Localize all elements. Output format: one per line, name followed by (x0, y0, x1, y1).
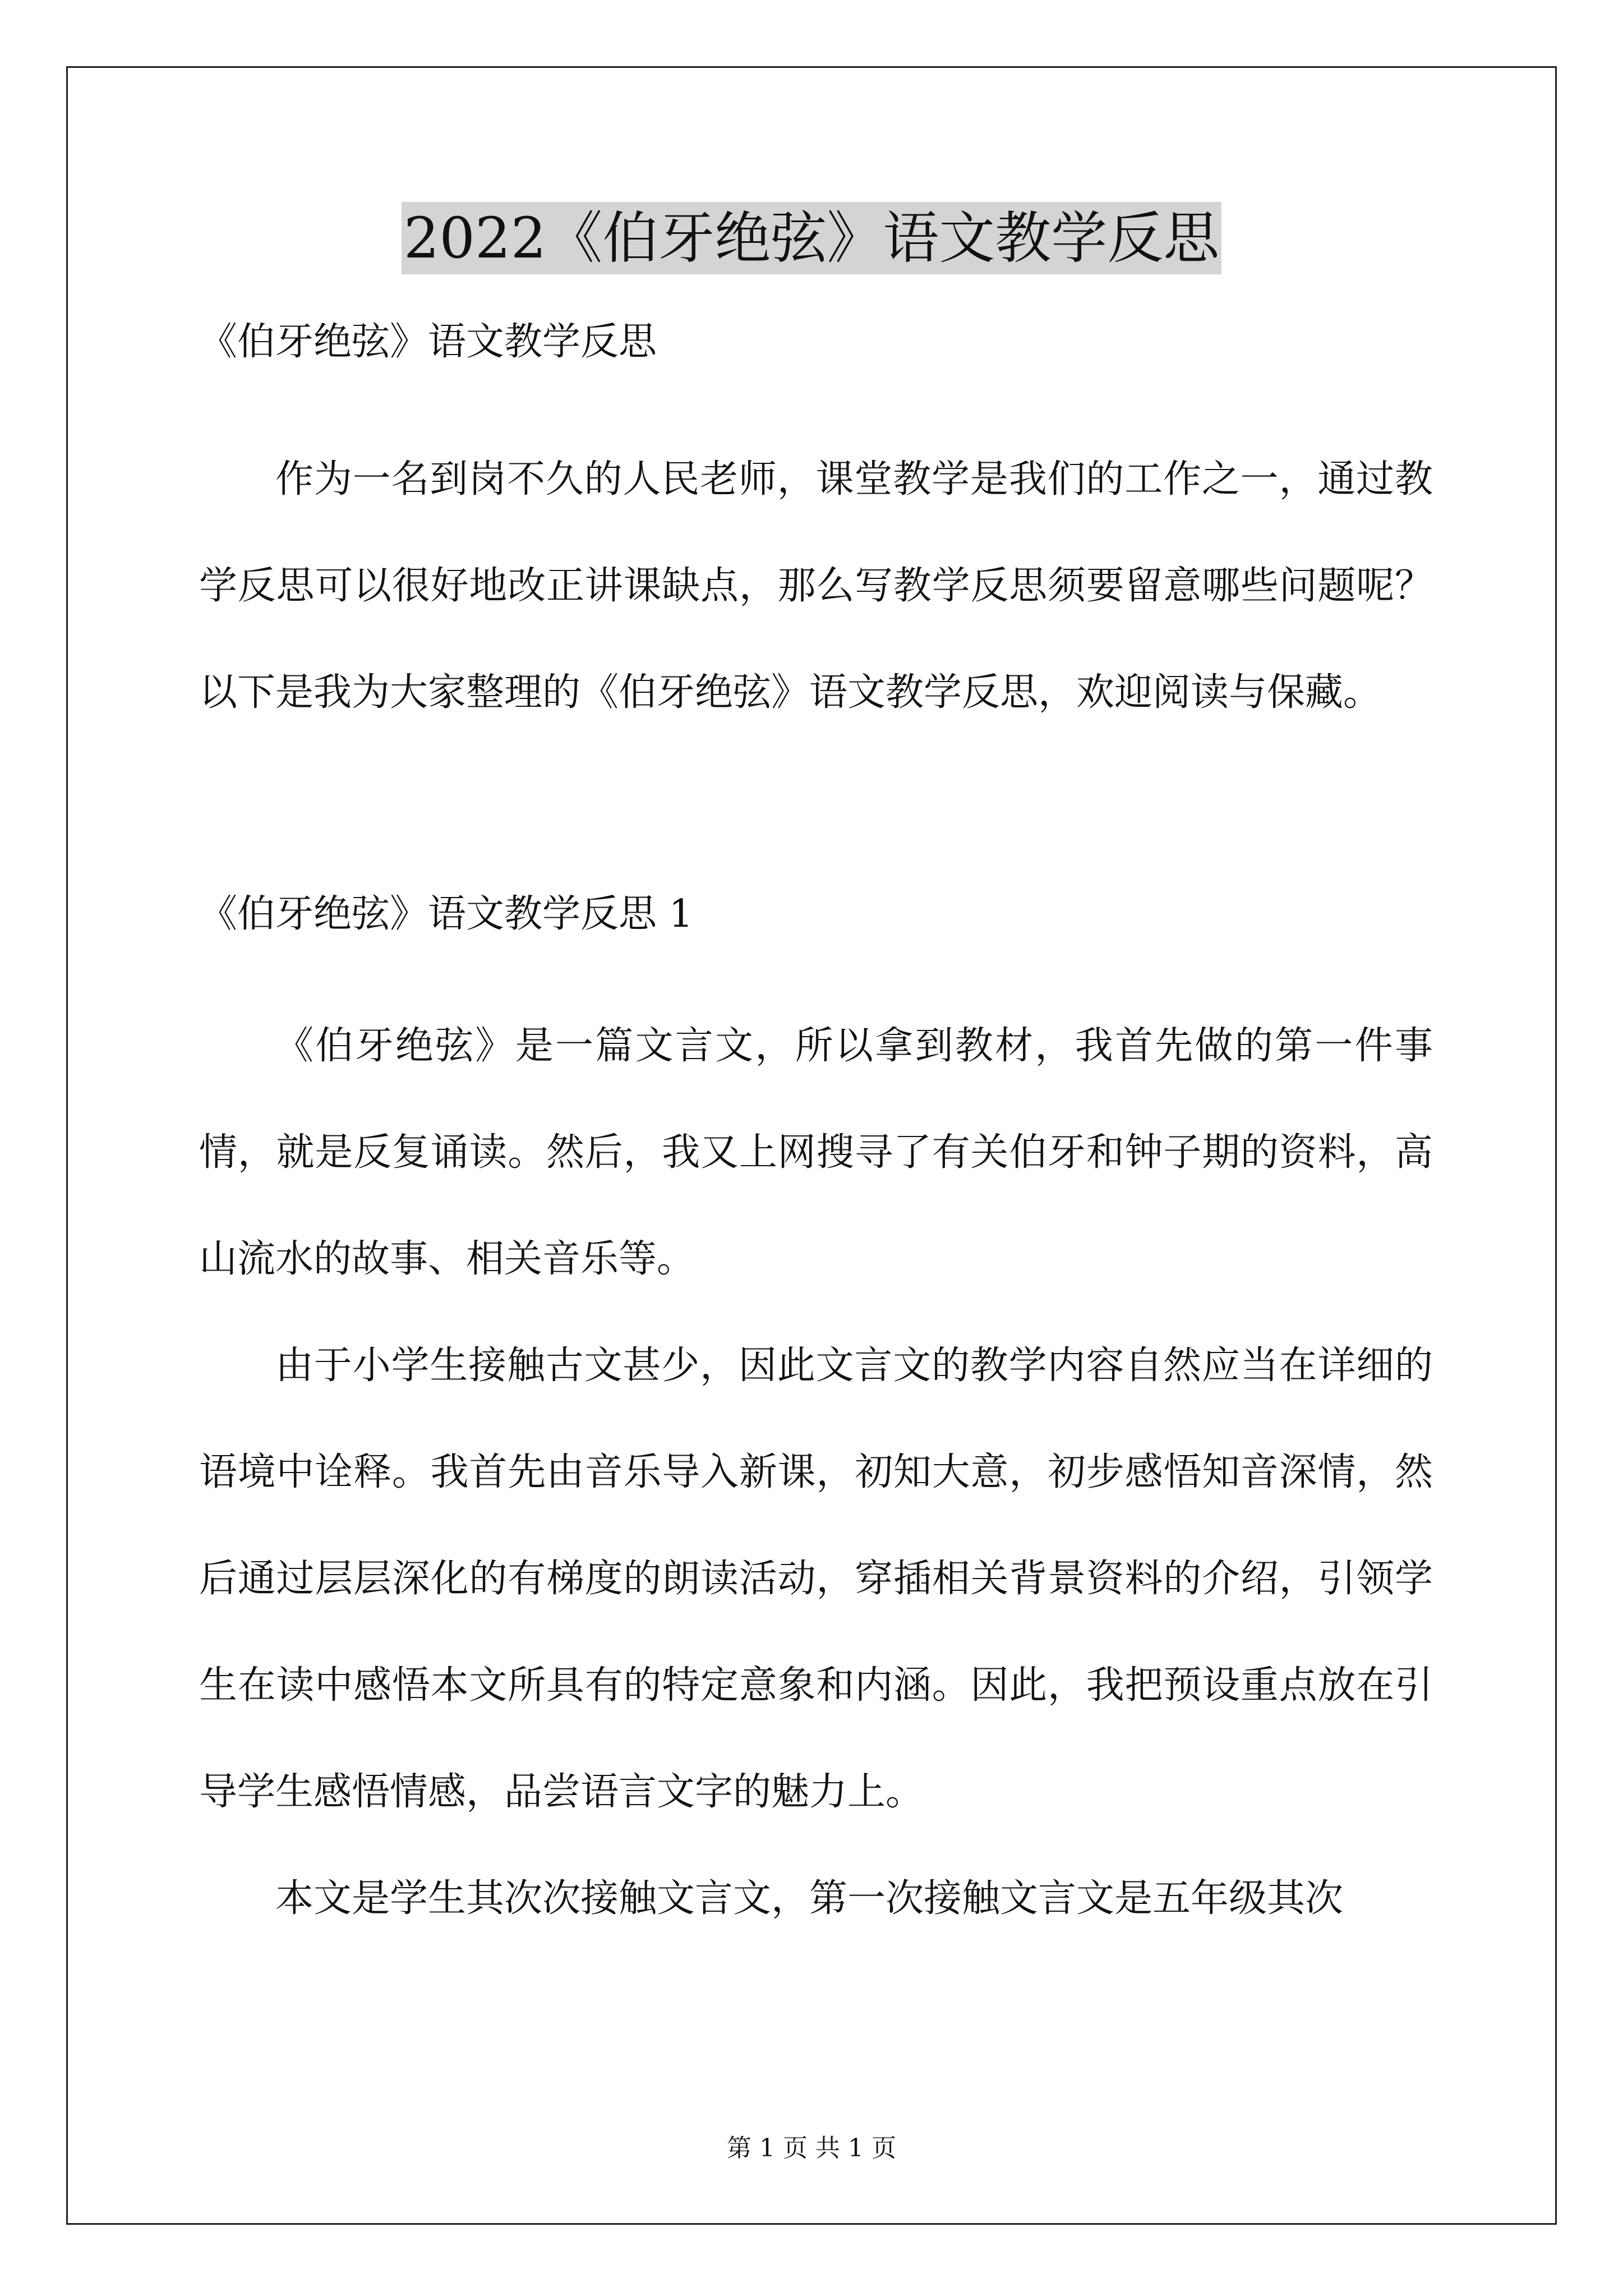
document-body (199, 314, 1433, 1952)
document-subtitle: 《伯牙绝弦》语文教学反思 (199, 320, 657, 364)
document-title-text: 2022《伯牙绝弦》语文教学反思 (402, 202, 1222, 274)
body-paragraph: 本文是学生其次次接触文言文，第一次接触文言文是五年级其次 (275, 1876, 1344, 1921)
page-footer: 第 1 页 共 1 页 (727, 2134, 896, 2162)
body-paragraph: 由于小学生接触古文甚少，因此文言文的教学内容自然应当在详细的语境中诠释。我首先由音乐导入新课，初知大意，初步感悟知音深情，然后通过层层深化的有梯度的朗读活动，穿插相关背景资料的介绍，引领学生在读中感悟本文所具有的特定意象和内涵。因此，我把预设重点放在引导学生感悟情感，品尝语言文字的魅力上。 (199, 1343, 1433, 1814)
section-heading: 《伯牙绝弦》语文教学反思 1 (199, 892, 693, 936)
document-title (0, 199, 1623, 278)
body-paragraph: 《伯牙绝弦》是一篇文言文，所以拿到教材，我首先做的第一件事情，就是反复诵读。然后，我又上网搜寻了有关伯牙和钟子期的资料，高山流水的故事、相关音乐等。 (199, 1024, 1433, 1281)
intro-paragraph: 作为一名到岗不久的人民老师，课堂教学是我们的工作之一，通过教学反思可以很好地改正讲课缺点，那么写教学反思须要留意哪些问题呢？以下是我为大家整理的《伯牙绝弦》语文教学反思，欢迎阅读与保藏。 (199, 457, 1433, 715)
